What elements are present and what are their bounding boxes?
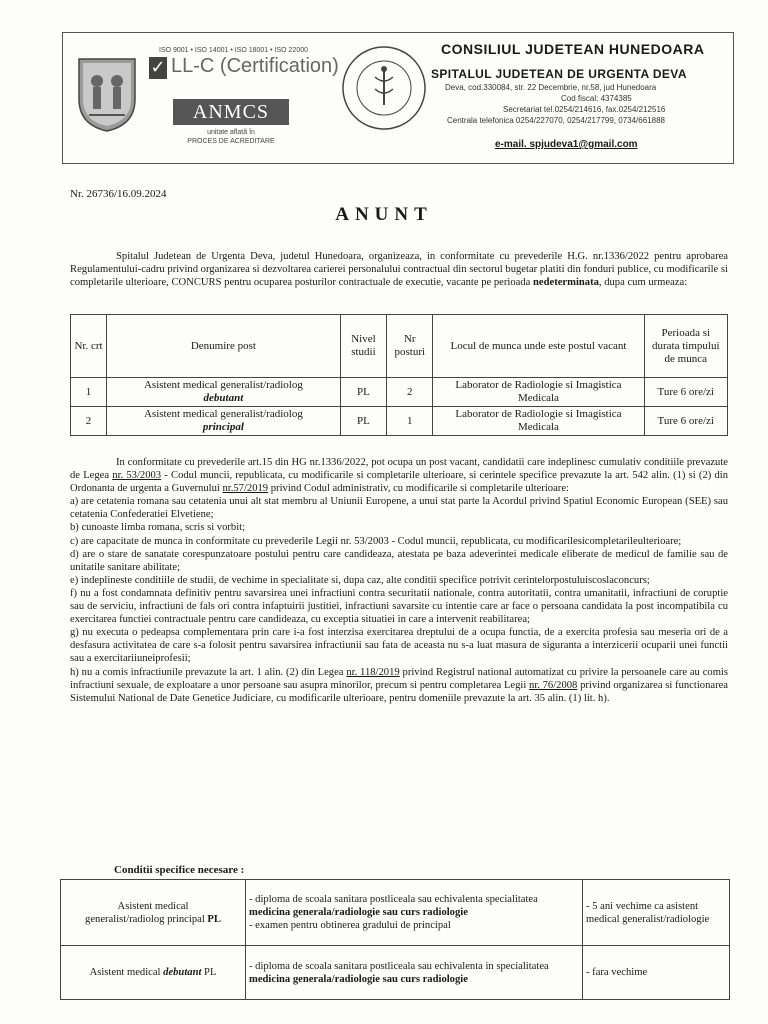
- cell-post: Asistent medical generalist/radiolog debutant: [107, 378, 341, 407]
- condition-a: a) are cetatenia romana sau cetatenia unui alt stat membru al Uniunii Europene, a unui stat parte la Acordul privind Spatiul Economic European (SEE) sau cetatenia Confederatiei Elvetiene;: [70, 496, 728, 521]
- col-header: Perioada si durata timpului de munca: [644, 315, 727, 378]
- table-row: [71, 407, 728, 436]
- cell-post: Asistent medical generalist/radiolog principal PL: [61, 880, 246, 946]
- letterhead: [62, 32, 734, 164]
- intro-paragraph: Spitalul Judetean de Urgenta Deva, judetul Hunedoara, organizeaza, in conformitate cu prevederile H.G. nr.1336/2022 pentru aprobarea Regulamentului-cadru privind organizarea si dezvoltarea carierei personalului contractual din sectorul bugetar platiti din fonduri publice, cu modificarile si completarile ulterioare, CONCURS pentru ocuparea posturilor contractuale de executie, vacante pe perioada nedeterminata, dupa cum urmeaza:: [70, 251, 728, 289]
- council-name: CONSILIUL JUDETEAN HUNEDOARA: [441, 41, 705, 57]
- eligibility-conditions: [70, 456, 728, 705]
- positions-table: [70, 314, 728, 436]
- cell-requirements: - diploma de scoala sanitara postliceala sau echivalenta specialitatea medicina generala/radiologie sau curs radiologie - examen pentru obtinerea gradului de principal: [246, 880, 583, 946]
- col-header: Denumire post: [107, 315, 341, 378]
- cell-requirements: - diploma de scoala sanitara postliceala sau echivalenta in specialitatea medicina generala/radiologie sau curs radiologie: [246, 946, 583, 1000]
- coat-of-arms-icon: [75, 55, 139, 133]
- cell-count: 1: [387, 407, 433, 436]
- secretariat-phone: Secretariat tel.0254/214616, fax.0254/212516: [503, 105, 666, 114]
- specific-conditions-table: [60, 879, 730, 1000]
- cell-level: PL: [340, 378, 386, 407]
- condition-b: b) cunoaste limba romana, scris si vorbit;: [70, 522, 246, 534]
- cell-experience: - 5 ani vechime ca asistent medical generalist/radiologie: [583, 880, 730, 946]
- anmcs-logo: ANMCS: [173, 99, 289, 125]
- table-row: [71, 378, 728, 407]
- hospital-name: SPITALUL JUDETEAN DE URGENTA DEVA: [431, 67, 687, 81]
- col-header: Nr. crt: [71, 315, 107, 378]
- condition-c: c) are capacitate de munca in conformitate cu prevederile Legii nr. 53/2003 - Codul muncii, republicata, cu modificarilesicompletarileulterioare;: [70, 535, 682, 547]
- cell-level: PL: [340, 407, 386, 436]
- cell-place: Laborator de Radiologie si Imagistica Medicala: [433, 407, 644, 436]
- document-title: ANUNT: [335, 204, 433, 225]
- table-header-row: [71, 315, 728, 378]
- fiscal-code: Cod fiscal: 4374385: [561, 94, 632, 103]
- law-link[interactable]: nr. 76/2008: [529, 679, 578, 691]
- condition-d: d) are o stare de sanatate corespunzatoare postului pentru care candideaza, atestata pe baza adeverintei medicale eliberate de medicul de familie sau de unitatile sanitare abilitate;: [70, 548, 728, 573]
- col-header: Locul de munca unde este postul vacant: [433, 315, 644, 378]
- hospital-address: Deva, cod.330084, str. 22 Decembrie, nr.58, jud Hunedoara: [445, 83, 657, 92]
- cell-post: Asistent medical debutant PL: [61, 946, 246, 1000]
- condition-f: f) nu a fost condamnata definitiv pentru savarsirea unei infractiuni contra securitatii nationale, contra autoritatii, contra umanitatii, infractiuni de coruptie sau de serviciu, infractiuni de fals ori contra infaptuirii justitiei, infractiuni savarsite cu intentie care ar face o persoana candidata la post incompatibila cu exercitarea functiei contractuale pentru care candideaza, cu exceptia situatiei in care a intervenit reabilitarea;: [70, 587, 728, 626]
- cell-post: Asistent medical generalist/radiolog principal: [107, 407, 341, 436]
- checkmark-icon: ✓: [150, 57, 166, 78]
- condition-e: e) indeplineste conditiile de studii, de vechime in specialitate si, dupa caz, alte conditii specifice potrivit cerintelorpostuluiscoslaconcurs;: [70, 574, 650, 586]
- cell-period: Ture 6 ore/zi: [644, 407, 727, 436]
- cell-experience: - fara vechime: [583, 946, 730, 1000]
- table-row: [61, 946, 730, 1000]
- col-header: Nr posturi: [387, 315, 433, 378]
- law-link[interactable]: nr. 118/2019: [346, 666, 400, 678]
- specific-conditions-title: Conditii specifice necesare :: [114, 864, 245, 876]
- email-link[interactable]: e-mail. spjudeva1@gmail.com: [495, 139, 638, 150]
- central-phone: Centrala telefonica 0254/227070, 0254/217799, 0734/661888: [447, 116, 665, 125]
- anmcs-note: unitate aflată în PROCES DE ACREDITARE: [187, 129, 275, 145]
- hospital-seal-icon: [341, 45, 427, 131]
- condition-h: h) nu a comis infractiunile prevazute la art. 1 alin. (2) din Legea nr. 118/2019 privind Registrul national automatizat cu privire la persoanele care au comis infractiuni sexuale, de exploatare a unor persoane sau asupra minorilor, precum si pentru completarea Legii nr. 76/2008 privind organizarea si functionarea Sistemului National de Date Genetice Judiciare, cu modificarile ulterioare, pentru domeniile prevazute la art. 35 alin. (1) lit. h).: [70, 666, 728, 704]
- law-link[interactable]: nr. 53/2003: [112, 470, 162, 482]
- table-row: [61, 880, 730, 946]
- cell-period: Ture 6 ore/zi: [644, 378, 727, 407]
- cert-name: LL-C (Certification): [171, 55, 339, 77]
- condition-g: g) nu executa o pedeapsa complementara prin care i-a fost interzisa exercitarea dreptului de a ocupa functia, de a exercita profesia sau meseria ori de a desfasura activitatea de care s-a folosit pentru savarsirea infractiunii sau fata de aceasta nu s-a luat masura de siguranta a interzicerii ocuparii unei functii sau a exercitariiuneiprofesii;: [70, 627, 728, 665]
- law-link[interactable]: nr.57/2019: [222, 483, 269, 495]
- cell-count: 2: [387, 378, 433, 407]
- col-header: Nivel studii: [340, 315, 386, 378]
- document-reference: Nr. 26736/16.09.2024: [70, 188, 167, 200]
- cell-nr: 2: [71, 407, 107, 436]
- cell-place: Laborator de Radiologie si Imagistica Medicala: [433, 378, 644, 407]
- cell-nr: 1: [71, 378, 107, 407]
- conditions-lead: In conformitate cu prevederile art.15 din HG nr.1336/2022, pot ocupa un post vacant, candidatii care indeplinesc cumulativ conditiile prevazute de Legea nr. 53/2003 - Codul muncii, republicata, cu modificarile si completarile ulterioare, si cerintele specifice prevazute la art. 542 alin. (1) si (2) din Ordonanta de urgenta a Guvernului nr.57/2019 privind Codul administrativ, cu modificarile si completarile ulterioare:: [70, 457, 729, 495]
- cert-standards: ISO 9001 • ISO 14001 • ISO 18001 • ISO 22000: [159, 47, 309, 54]
